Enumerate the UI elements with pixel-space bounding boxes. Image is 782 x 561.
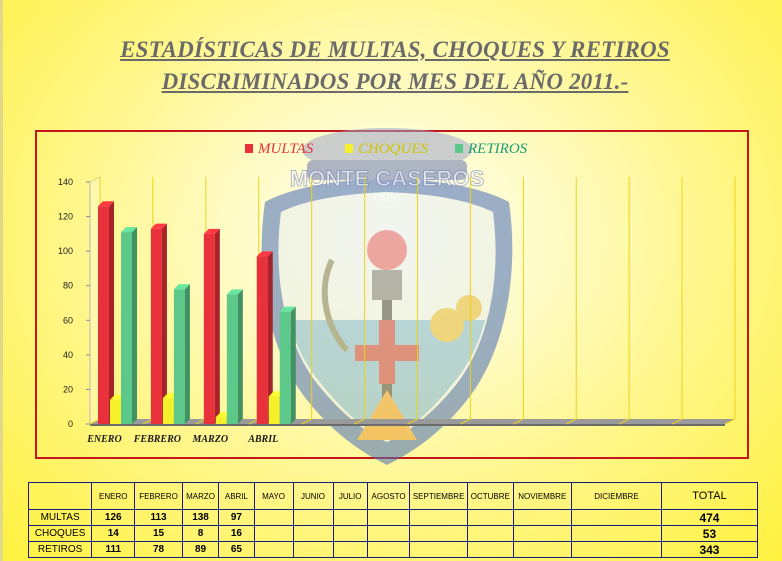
table-row-label: RETIROS [29, 542, 92, 558]
table-header-cell: JULIO [333, 483, 367, 510]
bar-multas-marzo [204, 229, 220, 424]
bar-side [132, 227, 137, 424]
bar-front [98, 206, 109, 424]
x-tick-label-febrero: FEBRERO [133, 434, 181, 445]
table-cell [333, 526, 367, 542]
bar-front [121, 232, 132, 424]
table-cell [254, 510, 293, 526]
table-row [29, 526, 758, 542]
emblem-text: MONTE CASEROS [289, 166, 485, 191]
bar-chart [35, 130, 749, 459]
table-cell [571, 510, 661, 526]
y-tick-label: 0 [67, 419, 73, 429]
table-cell: 97 [219, 510, 254, 526]
table-cell [293, 542, 333, 558]
table-cell [467, 510, 513, 526]
legend-label-retiros: RETIROS [468, 141, 528, 157]
table-cell [367, 542, 410, 558]
table-header-cell: AGOSTO [367, 483, 410, 510]
bar-front [257, 256, 268, 424]
emblem-subtext: CTES [373, 193, 401, 204]
table-cell: 16 [219, 526, 254, 542]
table-cell [513, 526, 571, 542]
bar-side [185, 284, 190, 424]
y-tick-label: 100 [57, 246, 73, 257]
table-cell [467, 542, 513, 558]
page-left-border [0, 0, 3, 561]
table-cell [467, 526, 513, 542]
table-cell [293, 510, 333, 526]
bar-multas-enero [98, 201, 114, 424]
x-tick-label-abril: ABRIL [248, 434, 279, 445]
table-total-cell: 53 [661, 526, 757, 542]
bar-front [216, 417, 227, 424]
table-header-cell [29, 483, 92, 510]
table-cell [254, 526, 293, 542]
y-tick-label: 140 [57, 177, 73, 187]
table-cell: 113 [135, 510, 182, 526]
bar-side [238, 289, 243, 424]
table-total-cell: 474 [661, 510, 757, 526]
table-header-cell: SEPTIEMBRE [410, 483, 468, 510]
table-row [29, 510, 758, 526]
y-tick-label: 20 [62, 384, 73, 395]
table-header-cell: FEBRERO [135, 483, 182, 510]
table-row-label: MULTAS [29, 510, 92, 526]
table-cell: 65 [219, 542, 254, 558]
title-line-1: ESTADÍSTICAS DE MULTAS, CHOQUES Y RETIROS [120, 37, 670, 62]
y-tick-label: 40 [62, 349, 73, 360]
page-title [40, 34, 750, 98]
y-tick-label: 120 [57, 211, 73, 222]
bar-front [280, 312, 291, 424]
bar-front [227, 294, 238, 424]
bar-front [110, 400, 121, 424]
table-header-cell: ABRIL [219, 483, 254, 510]
bar-retiros-enero [121, 227, 137, 424]
legend-swatch-choques [345, 144, 353, 153]
y-tick-label: 60 [62, 315, 73, 326]
table-cell: 78 [135, 542, 182, 558]
legend-swatch-retiros [455, 144, 463, 153]
legend-label-choques: CHOQUES [358, 141, 428, 157]
y-tick-label: 80 [62, 280, 73, 291]
table-header-cell: OCTUBRE [467, 483, 513, 510]
bar-side [215, 229, 220, 424]
x-tick-label-marzo: MARZO [192, 434, 229, 445]
table-row [29, 542, 758, 558]
table-header-cell: DICIEMBRE [571, 483, 661, 510]
table-cell [367, 526, 410, 542]
table-cell [254, 542, 293, 558]
bar-side [109, 201, 114, 424]
table-total-cell: 343 [661, 542, 757, 558]
table-cell: 138 [182, 510, 219, 526]
bar-side [162, 224, 167, 424]
table-cell [571, 542, 661, 558]
table-cell: 14 [92, 526, 135, 542]
table-cell [410, 542, 468, 558]
bar-retiros-febrero [174, 284, 190, 424]
table-cell [410, 510, 468, 526]
table-header-row [29, 483, 758, 510]
bar-retiros-abril [280, 307, 296, 424]
table-header-cell: JUNIO [293, 483, 333, 510]
legend-label-multas: MULTAS [258, 141, 314, 157]
table-header-cell: MAYO [254, 483, 293, 510]
table-header-cell: ENERO [92, 483, 135, 510]
table-cell [410, 526, 468, 542]
table-row-label: CHOQUES [29, 526, 92, 542]
bar-front [174, 289, 185, 424]
table-cell: 89 [182, 542, 219, 558]
bar-side [291, 307, 296, 424]
table-cell [367, 510, 410, 526]
table-header-cell: NOVIEMBRE [513, 483, 571, 510]
x-tick-label-enero: ENERO [87, 434, 122, 445]
table-header-cell: MARZO [182, 483, 219, 510]
stats-table [28, 482, 758, 558]
bar-front [151, 229, 162, 424]
table-cell: 126 [92, 510, 135, 526]
title-line-2: DISCRIMINADOS POR MES DEL AÑO 2011.- [161, 69, 629, 94]
table-cell [513, 542, 571, 558]
table-cell: 111 [92, 542, 135, 558]
bar-retiros-marzo [227, 289, 243, 424]
bar-front [269, 396, 280, 424]
table-cell [293, 526, 333, 542]
table-cell: 8 [182, 526, 219, 542]
table-cell [333, 542, 367, 558]
table-cell [571, 526, 661, 542]
table-cell [333, 510, 367, 526]
table-cell: 15 [135, 526, 182, 542]
chart-floor-edge [90, 424, 725, 426]
bar-multas-febrero [151, 224, 167, 424]
table-cell [513, 510, 571, 526]
table-header-cell: TOTAL [661, 483, 757, 510]
bar-front [163, 398, 174, 424]
legend-swatch-multas [245, 144, 253, 153]
bar-front [204, 234, 215, 424]
